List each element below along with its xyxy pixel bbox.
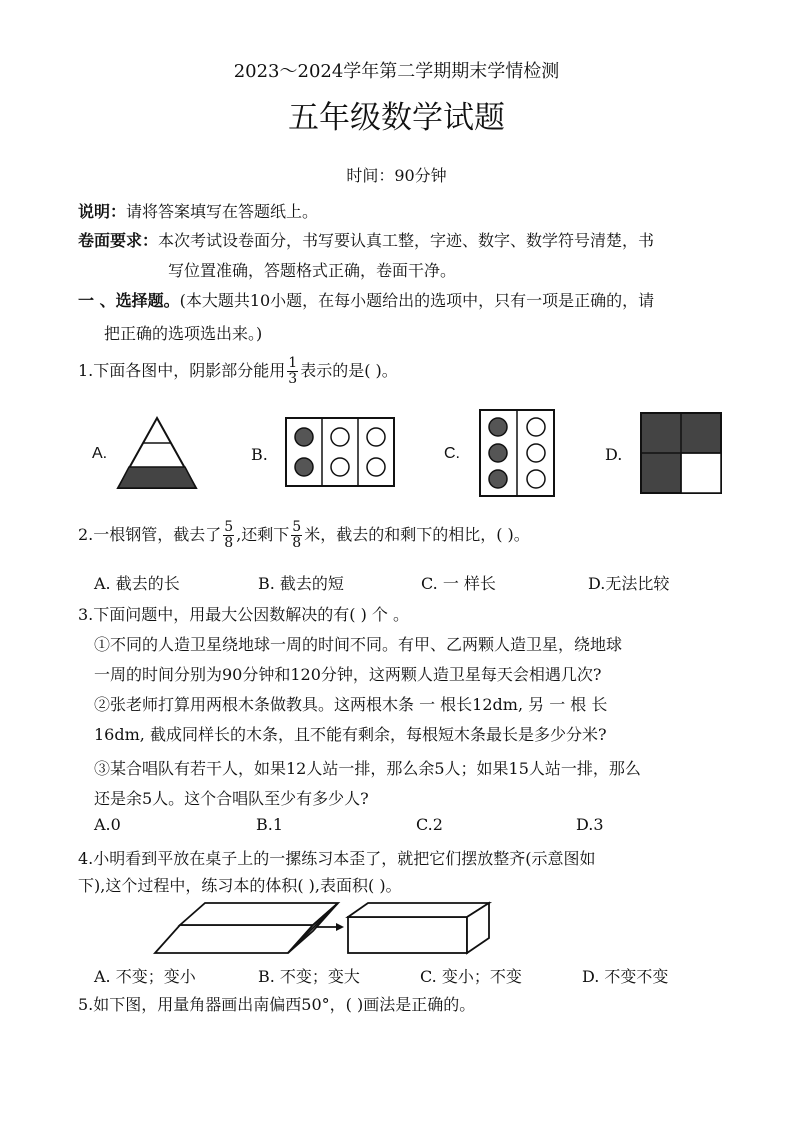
q1-option-a-label: A. [92,445,108,462]
q3-item-2-line2: 16dm, 截成同样长的木条，且不能有剩余，每根短木条最长是多少分米? [94,725,607,744]
question-1: 1.下面各图中，阴影部分能用 $\frac{1}{3}$ 表示的是( )。 [78,355,398,387]
requirement-line2: 写位置准确，答题格式正确，卷面干净。 [168,261,457,280]
q2-option-d: D.无法比较 [588,574,670,593]
requirement-text: 本次考试设卷面分，书写要认真工整，字迹、数字、数学符号清楚，书 [158,231,655,250]
exam-header: 2023～2024学年第二学期期末学情检测 [233,61,560,82]
question-4-line2: 下),这个过程中，练习本的体积( ),表面积( )。 [78,876,402,895]
question-3: 3.下面问题中，用最大公因数解决的有( ) 个 。 [78,605,410,624]
question-4-line1: 4.小明看到平放在桌子上的一摞练习本歪了，就把它们摆放整齐(示意图如 [78,849,596,868]
q4-option-c: C. 变小；不变 [420,967,522,986]
instruction-label: 说明： [78,202,127,221]
q3-option-a: A.0 [94,815,121,834]
q3-option-c: C.2 [416,815,443,834]
q3-option-d: D.3 [576,815,604,834]
instruction [78,199,318,222]
circle-grid-figure-b [285,417,395,487]
circle-grid-figure-c [479,409,555,497]
q4-option-a: A. 不变；变小 [94,967,196,986]
notebook-stack-figure [150,900,495,958]
question-2: 2.一根钢管，截去了 $\frac{5}{8}$ ,还剩下 $\frac{5}{8}$ 米，截去的和剩下的相比，( )。 [78,519,530,551]
q2-option-b: B. 截去的短 [258,574,344,593]
fraction-one-third: $\frac{1}{3}$ [288,355,298,387]
q3-item-3-line2: 还是余5人。这个合唱队至少有多少人? [94,789,369,808]
q3-item-1-line1: ①不同的人造卫星绕地球一周的时间不同。有甲、乙两颗人造卫星，绕地球 [94,635,623,654]
q1-option-b-label: B. [251,445,268,464]
page-title: 五年级数学试题 [288,100,505,136]
fraction-five-eighths: $\frac{5}{8}$ [224,519,234,551]
q3-item-3-line1: ③某合唱队有若干人，如果12人站一排，那么余5人；如果15人站一排，那么 [94,759,641,778]
triangle-figure [116,416,198,490]
square-figure-d [640,412,722,494]
q4-option-d: D. 不变不变 [582,967,669,986]
q2-option-a: A. 截去的长 [94,574,180,593]
section-desc-line2: 把正确的选项选出来。) [104,324,263,343]
q1-option-d-label: D. [605,445,623,464]
requirement-label: 卷面要求： [78,231,159,250]
q1-option-c-label: C. [444,445,460,462]
q3-option-b: B.1 [256,815,284,834]
requirement-line1 [78,228,654,251]
q4-option-b: B. 不变；变大 [258,967,360,986]
q3-item-2-line1: ②张老师打算用两根木条做教具。这两根木条 一 根长12dm, 另 一 根 长 [94,695,608,714]
fraction-five-eighths-meters: $\frac{5}{8}$ [292,519,302,551]
q2-option-c: C. 一 样长 [421,574,496,593]
question-5: 5.如下图，用量角器画出南偏西50°，( )画法是正确的。 [78,995,476,1014]
q3-item-1-line2: 一周的时间分别为90分钟和120分钟，这两颗人造卫星每天会相遇几次? [94,665,602,684]
exam-time: 时间：90分钟 [346,166,447,185]
section-heading [78,288,654,311]
instruction-text: 请将答案填写在答题纸上。 [126,202,319,221]
section-title: 一 、选择题。 [78,291,180,310]
section-desc: (本大题共10小题，在每小题给出的选项中，只有一项是正确的，请 [179,291,655,310]
